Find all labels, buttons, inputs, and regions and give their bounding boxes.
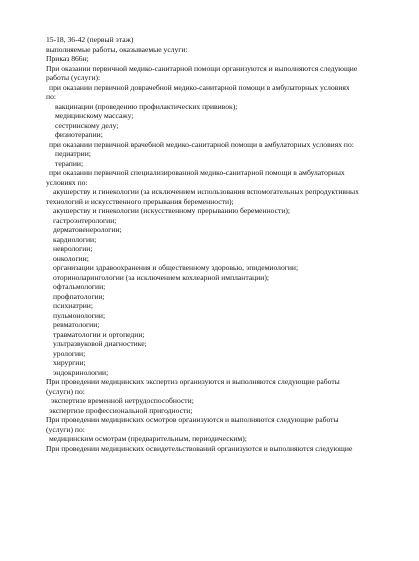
document-line: вакцинации (проведению профилактических прививок); xyxy=(55,101,238,111)
document-line: при оказании первичной специализированной медико-санитарной помощи в амбулаторных xyxy=(49,168,345,177)
document-line: профпатологии; xyxy=(53,291,105,301)
document-line: При проведении медицинских освидетельствований организуются и выполняются следующие xyxy=(46,443,353,453)
document-line: экспертизе временной нетрудоспособности; xyxy=(51,396,194,405)
document-line: по: xyxy=(46,92,56,101)
document-line: ультразвуковой диагностике; xyxy=(53,339,147,348)
document-line: эндокринологии; xyxy=(53,367,109,377)
document-line: работы (услуги): xyxy=(46,73,101,82)
document-line: при оказании первичной доврачебной медико-санитарной помощи в амбулаторных условиях xyxy=(49,82,350,92)
document-line: (услуги) по: xyxy=(46,424,85,434)
document-line: При оказании первичной медико-санитарной помощи организуются и выполняются следующие xyxy=(46,63,358,73)
document-line: При проведении медицинских осмотров организуются и выполняются следующие работы xyxy=(46,415,339,424)
document-line: условиях по: xyxy=(46,177,88,187)
document-line: оториноларингологии (за исключением кохлеарной имплантации); xyxy=(53,272,269,282)
document-line: ревматологии; xyxy=(53,320,100,329)
document-line: терапии; xyxy=(55,158,84,168)
document-line: гастроэнтерологии; xyxy=(53,215,117,225)
document-line: выполняемые работы, оказываемые услуги: xyxy=(46,44,188,54)
document-line: медицинскому массажу; xyxy=(55,111,134,120)
document-line: При проведении медицинских экспертиз организуются и выполняются следующие работы xyxy=(46,377,340,386)
document-line: Приказ 866н; xyxy=(46,54,89,63)
document-line: акушерству и гинекологии (искусственному прерыванию беременности); xyxy=(53,206,291,215)
document-line: хирургии; xyxy=(53,358,86,367)
document-body xyxy=(46,35,396,453)
document-line: урологии; xyxy=(53,348,86,358)
document-line: офтальмологии; xyxy=(53,282,106,291)
document-line: травматологии и ортопедии; xyxy=(53,329,145,339)
document-line: психиатрии; xyxy=(53,301,93,310)
document-line: экспертизе профессиональной пригодности; xyxy=(49,405,193,415)
document-line: (услуги) по: xyxy=(46,386,85,396)
document-line: акушерству и гинекологии (за исключением использования вспомогательных репродуктивных xyxy=(53,187,359,196)
document-line: пульмонологии; xyxy=(53,310,106,320)
document-line: физиотерапии; xyxy=(55,130,103,139)
document-line: сестринскому делу; xyxy=(55,120,119,130)
document-line: 15-18, 36-42 (первый этаж) xyxy=(46,35,134,44)
document-line: технологий и искусственного прерывания беременности); xyxy=(46,196,234,206)
document-line: кардиологии; xyxy=(53,234,97,244)
document-line: медицинским осмотрам (предварительным, периодическим); xyxy=(49,434,247,443)
document-line: онкологии; xyxy=(53,253,89,263)
document-line: дерматовенерологии; xyxy=(53,225,122,234)
document-line: педиатрии; xyxy=(55,149,91,158)
document-line: организации здравоохранения и общественному здоровью, эпидемиологии; xyxy=(53,263,299,272)
document-line: неврологии; xyxy=(53,244,93,253)
document-line: при оказании первичной врачебной медико-санитарной помощи в амбулаторных условиях по: xyxy=(49,139,354,149)
